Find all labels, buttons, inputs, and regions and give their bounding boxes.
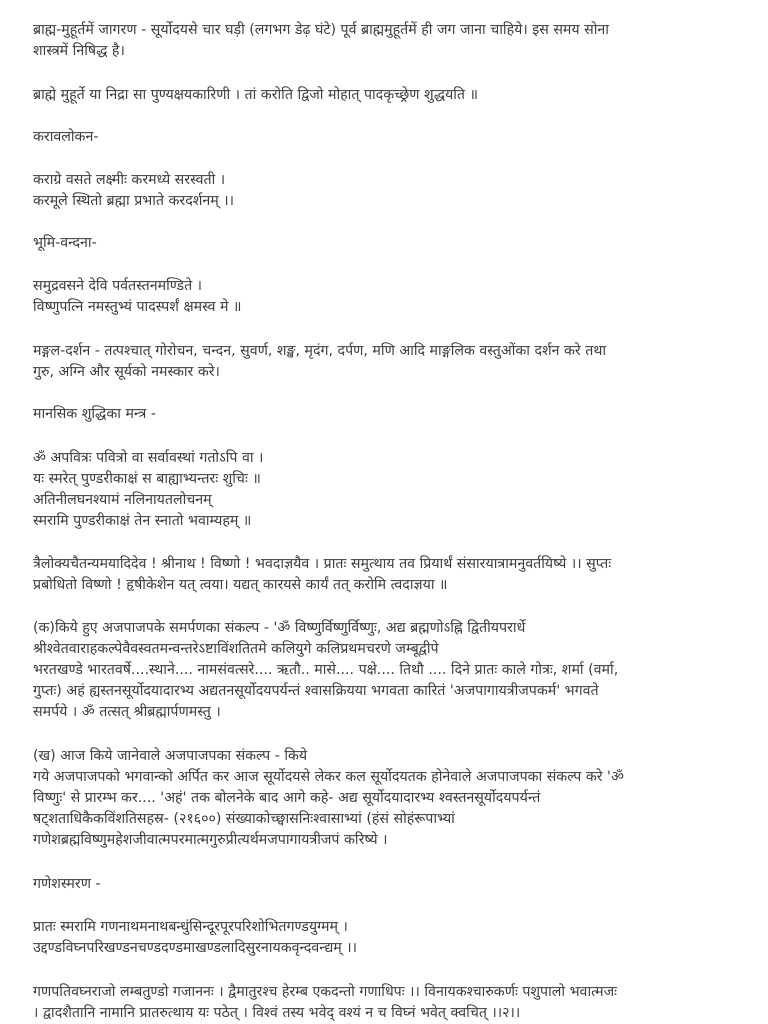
section-heading: भूमि-वन्दना- <box>33 235 97 251</box>
bhumi-vandana-heading <box>33 233 745 254</box>
brahma-muhurta-intro <box>33 20 745 62</box>
pratah-smarami-verse <box>33 917 745 959</box>
verse-line: करमूले स्थितो ब्रह्मा प्रभाते करदर्शनम् ।। <box>33 193 235 209</box>
text-line: ब्राह्म-मुहूर्तमें जागरण - सूर्योदयसे चार घड़ी (लगभग डेढ़ घंटे) पूर्व ब्राह्ममुहूर्तमें ही जग जाना चाहिये। इस समय सोना <box>33 22 609 38</box>
text-line: त्रैलोक्यचैतन्यमयादिदेव ! श्रीनाथ ! विष्णो ! भवदाज्ञयैव । प्रातः समुत्थाय तव प्रियार्थं संसारयात्रामनुवर्तयिष्ये ।। सुप्तः <box>33 556 612 572</box>
text-line: प्रबोधितो विष्णो ! हृषीकेशेन यत् त्वया। यद्यत् कारयसे कार्यं तत् करोमि त्वदाज्ञया ॥ <box>33 577 448 593</box>
verse-line: उद्दण्डविघ्नपरिखण्डनचण्डदण्डमाखण्डलादिसुरनायकवृन्दवन्द्यम् ।। <box>33 940 358 956</box>
text-line: श्रीश्वेतवाराहकल्पेवैवस्वतमन्वन्तरेऽष्टाविंशतितमे कलियुगे कलिप्रथमचरणे जम्बूद्वीपे <box>33 641 439 657</box>
sankalpa-ka <box>33 618 745 723</box>
text-line: ब्राह्मे मुहूर्ते या निद्रा सा पुण्यक्षयकारिणी । तां करोति द्विजो मोहात् पादकृच्छ्रेण शुद्धयति ॥ <box>33 87 479 103</box>
verse-line: यः स्मरेत् पुण्डरीकाक्षं स बाह्याभ्यन्तरः शुचिः ॥ <box>33 471 261 487</box>
verse-line: कराग्रे वसते लक्ष्मीः करमध्ये सरस्वती । <box>33 172 226 188</box>
section-heading: करावलोकन- <box>33 129 99 145</box>
text-line: । द्वादशैतानि नामानि प्रातरुत्थाय यः पठेत् । विश्वं तस्य भवेद् वश्यं न च विघ्नं भवेत् क्वचित् ।।२।। <box>33 1005 521 1021</box>
verse-line: स्मरामि पुण्डरीकाक्षं तेन स्नातो भवाम्यहम् ॥ <box>33 513 252 529</box>
text-line: गणपतिवघ्नराजो लम्बतुण्डो गजाननः । द्वैमातुरश्च हेरम्ब एकदन्तो गणाधिपः ।। विनायकश्चारुकर्णः पशुपालो भवात्मजः <box>33 984 617 1000</box>
text-line: (क)किये हुए अजपाजपके समर्पणका संकल्प - 'ॐ विष्णुर्विष्णुर्विष्णुः, अद्य ब्रह्मणोऽह्नि द्वितीयपरार्धे <box>33 620 526 636</box>
brahmo-muhurte-verse <box>33 85 745 106</box>
bhumi-vandana-verse <box>33 276 745 318</box>
mangal-darshan <box>33 341 745 383</box>
text-line: गणेशब्रह्मविष्णुमहेशजीवात्मपरमात्मगुरुप्रीत्यर्थमजपागायत्रीजपं करिष्ये । <box>33 832 388 848</box>
text-line: (ख) आज किये जानेवाले अजपाजपका संकल्प - किये <box>33 748 308 764</box>
section-heading: गणेशस्मरण - <box>33 876 101 892</box>
verse-line: विष्णुपत्नि नमस्तुभ्यं पादस्पर्शं क्षमस्व मे ॥ <box>33 299 242 315</box>
text-line: शास्त्रमें निषिद्ध है। <box>33 43 125 59</box>
karavalokan-heading <box>33 127 745 148</box>
verse-line: प्रातः स्मरामि गणनाथमनाथबन्धुंसिन्दूरपूरपरिशोभितगण्डयुग्मम् । <box>33 919 348 935</box>
text-line: समर्पये । ॐ तत्सत् श्रीब्रह्मार्पणमस्तु । <box>33 704 221 720</box>
text-line: भरतखण्डे भारतवर्षे....स्थाने.... नामसंवत्सरे.... ऋतौ.. मासे.... पक्षे.... तिथौ .... दिने प्रातः काले गोत्रः, शर्मा (वर्मा, <box>33 662 619 678</box>
trailokya-chaitanya <box>33 554 745 596</box>
verse-line: ॐ अपवित्रः पवित्रो वा सर्वावस्थां गतोऽपि वा । <box>33 450 264 466</box>
text-line: षट्शताधिकैकविंशतिसहस्र- (२१६००) संख्याकोच्छ्वासनिःश्वासाभ्यां (हंसं सोहंरूपाभ्यां <box>33 811 455 827</box>
text-line: गुरु, अग्नि और सूर्यको नमस्कार करे। <box>33 364 220 380</box>
text-line: विष्णुः' से प्रारम्भ कर.... 'अहं' तक बोलनेके बाद आगे कहे- अद्य सूर्योदयादारभ्य श्वस्तनसूर्योदयपर्यन्तं <box>33 790 541 806</box>
text-line: मङ्गल-दर्शन - तत्पश्चात् गोरोचन, चन्दन, सुवर्ण, शङ्ख, मृदंग, दर्पण, मणि आदि माङ्गलिक वस्तुओंका दर्शन करे तथा <box>33 343 607 359</box>
text-line: गुप्तः) अहं ह्यस्तनसूर्योदयादारभ्य अद्यतनसूर्योदयपर्यन्तं श्वासक्रियया भगवता कारितं 'अजपागायत्रीजपकर्म' भगवते <box>33 683 599 699</box>
text-line: गये अजपाजपको भगवान्को अर्पित कर आज सूर्योदयसे लेकर कल सूर्योदयतक होनेवाले अजपाजपका संकल्प करे 'ॐ <box>33 769 624 785</box>
sankalpa-kha <box>33 746 745 851</box>
verse-line: अतिनीलघनश्यामं नलिनायतलोचनम् <box>33 492 212 508</box>
manasik-shuddhi-heading <box>33 404 745 425</box>
ganapati-names <box>33 982 745 1024</box>
ganesh-smaran-heading <box>33 874 745 895</box>
section-heading: मानसिक शुद्धिका मन्त्र - <box>33 406 156 422</box>
apavitrah-verse <box>33 448 745 532</box>
karavalokan-verse <box>33 170 745 212</box>
verse-line: समुद्रवसने देवि पर्वतस्तनमण्डिते । <box>33 278 203 294</box>
